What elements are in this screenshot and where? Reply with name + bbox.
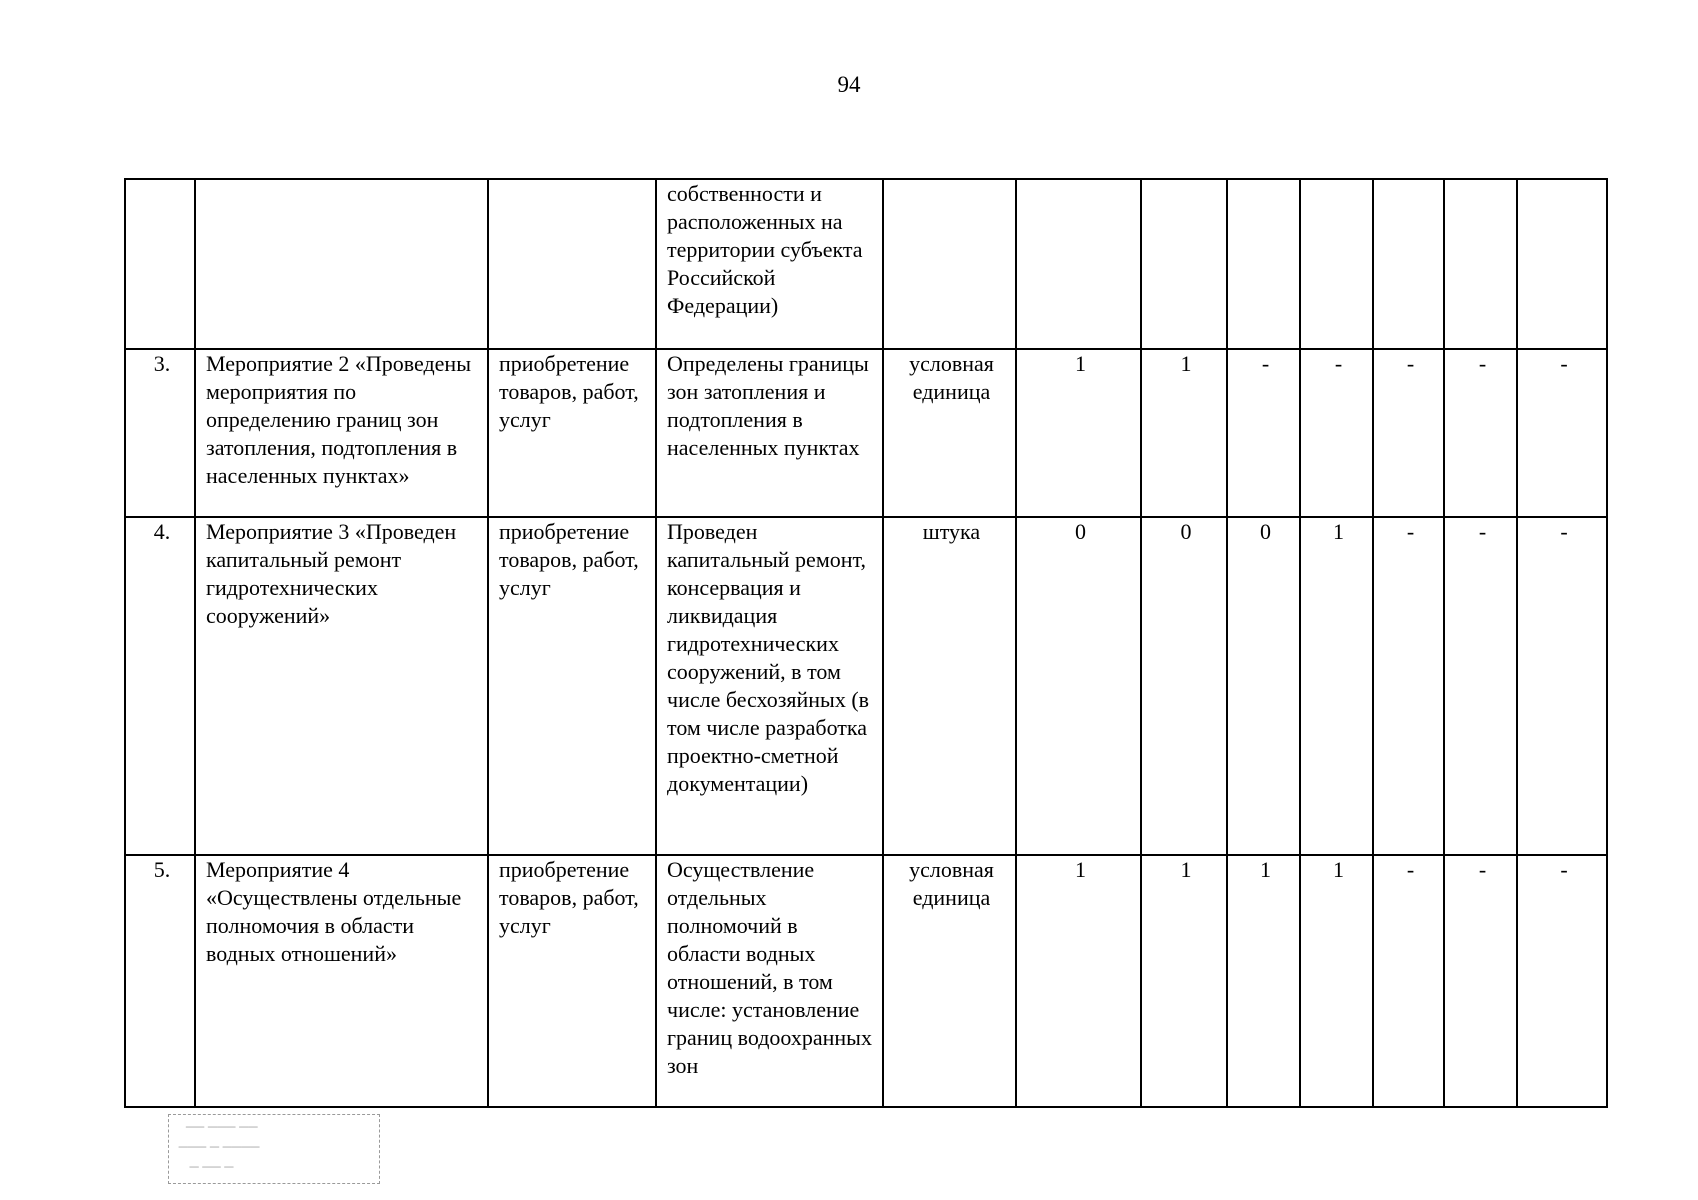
value-cell <box>1517 179 1607 349</box>
table-row <box>125 855 1607 1107</box>
value-cell <box>1373 179 1444 349</box>
value-cell: 0 <box>1016 517 1141 855</box>
value-cell: 1 <box>1016 855 1141 1107</box>
value-cell: 1 <box>1141 349 1227 517</box>
event-type: приобретение товаров, работ, услуг <box>488 517 656 855</box>
unit-of-measure: условная единица <box>883 349 1016 517</box>
value-cell <box>1444 179 1517 349</box>
value-cell: 1 <box>1141 855 1227 1107</box>
value-cell: - <box>1227 349 1300 517</box>
row-number: 3. <box>125 349 195 517</box>
unit-of-measure <box>883 179 1016 349</box>
value-cell: - <box>1444 855 1517 1107</box>
value-cell <box>1016 179 1141 349</box>
unit-of-measure: штука <box>883 517 1016 855</box>
event-result: Проведен капитальный ремонт, консервация и ликвидация гидротехнических сооружений, в том числе бесхозяйных (в том числе разработка проектно-сметной документации) <box>656 517 883 855</box>
value-cell <box>1300 179 1373 349</box>
table-row <box>125 349 1607 517</box>
value-cell: - <box>1517 349 1607 517</box>
value-cell: 0 <box>1141 517 1227 855</box>
value-cell: - <box>1517 855 1607 1107</box>
value-cell: - <box>1373 349 1444 517</box>
unit-of-measure: условная единица <box>883 855 1016 1107</box>
value-cell: 1 <box>1227 855 1300 1107</box>
indicators-table <box>124 178 1608 1108</box>
value-cell <box>1227 179 1300 349</box>
page-number: 94 <box>837 72 861 97</box>
event-result: Осуществление отдельных полномочий в области водных отношений, в том числе: установление границ водоохранных зон <box>656 855 883 1107</box>
event-name: Мероприятие 4 «Осуществлены отдельные полномочия в области водных отношений» <box>195 855 488 1107</box>
event-name: Мероприятие 3 «Проведен капитальный ремонт гидротехнических сооружений» <box>195 517 488 855</box>
value-cell <box>1141 179 1227 349</box>
value-cell: - <box>1373 855 1444 1107</box>
table-row <box>125 179 1607 349</box>
faded-stamp: ── ─── ── ─── ─ ──── ─ ── ─ <box>168 1114 380 1184</box>
value-cell: - <box>1517 517 1607 855</box>
row-number <box>125 179 195 349</box>
value-cell: - <box>1373 517 1444 855</box>
value-cell: - <box>1444 517 1517 855</box>
event-name: Мероприятие 2 «Проведены мероприятия по определению границ зон затопления, подтопления в населенных пунктах» <box>195 349 488 517</box>
value-cell: 1 <box>1300 517 1373 855</box>
row-number: 5. <box>125 855 195 1107</box>
event-result: Определены границы зон затопления и подтопления в населенных пунктах <box>656 349 883 517</box>
value-cell: - <box>1444 349 1517 517</box>
event-name <box>195 179 488 349</box>
value-cell: 1 <box>1300 855 1373 1107</box>
event-type <box>488 179 656 349</box>
row-number: 4. <box>125 517 195 855</box>
value-cell: 0 <box>1227 517 1300 855</box>
event-type: приобретение товаров, работ, услуг <box>488 349 656 517</box>
value-cell: 1 <box>1016 349 1141 517</box>
table-row <box>125 517 1607 855</box>
event-type: приобретение товаров, работ, услуг <box>488 855 656 1107</box>
value-cell: - <box>1300 349 1373 517</box>
event-result: собственности и расположенных на территории субъекта Российской Федерации) <box>656 179 883 349</box>
